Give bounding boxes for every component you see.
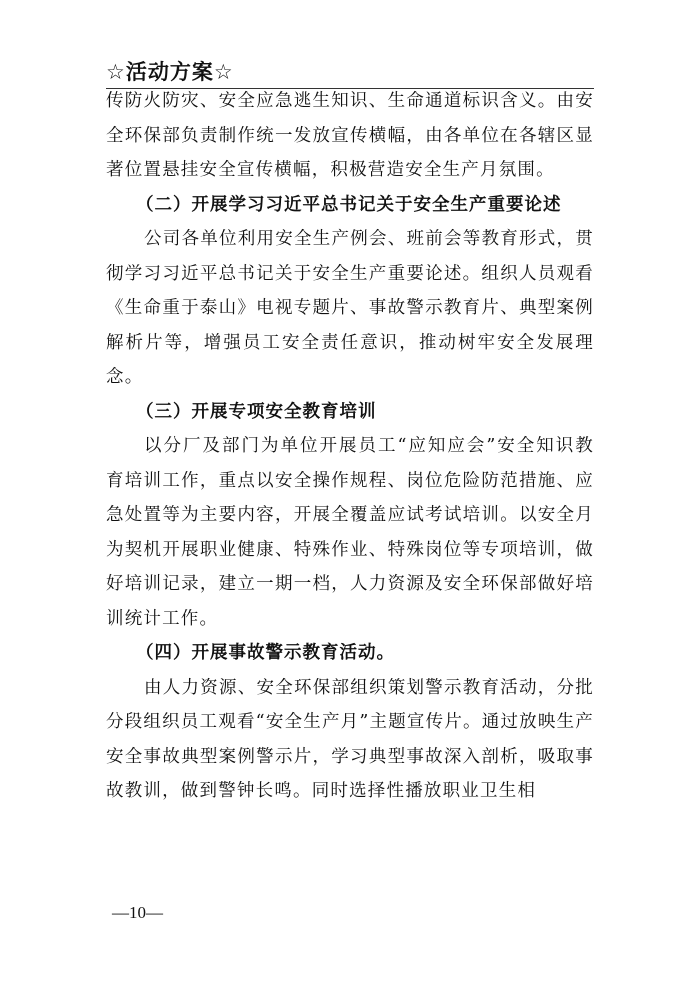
page-number: —10— bbox=[112, 903, 163, 922]
section-heading-2: （二）开展学习习近平总书记关于安全生产重要论述 bbox=[136, 194, 562, 215]
header-title: ☆活动方案☆ bbox=[106, 60, 234, 84]
document-body bbox=[106, 84, 594, 809]
paragraph-section-2: 公司各单位利用安全生产例会、班前会等教育形式，贯彻学习习近平总书记关于安全生产重要论述。组织人员观看《生命重于泰山》电视专题片、事故警示教育片、典型案例解析片等，增强员工安全责任意识，推动树牢安全发展理念。 bbox=[106, 229, 594, 387]
paragraph-continued: 传防火防灾、安全应急逃生知识、生命通道标识含义。由安全环保部负责制作统一发放宣传横幅，由各单位在各辖区显著位置悬挂安全宣传横幅，积极营造安全生产月氛围。 bbox=[106, 91, 594, 180]
paragraph-section-4: 由人力资源、安全环保部组织策划警示教育活动，分批分段组织员工观看“安全生产月”主题宣传片。通过放映生产安全事故典型案例警示片，学习典型事故深入剖析，吸取事故教训，做到警钟长鸣。同时选择性播放职业卫生相 bbox=[106, 677, 594, 801]
section-heading-3: （三）开展专项安全教育培训 bbox=[136, 401, 377, 422]
paragraph-section-3: 以分厂及部门为单位开展员工“应知应会”安全知识教育培训工作，重点以安全操作规程、岗位危险防范措施、应急处置等为主要内容，开展全覆盖应试考试培训。以安全月为契机开展职业健康、特殊作业、特殊岗位等专项培训，做好培训记录，建立一期一档，人力资源及安全环保部做好培训统计工作。 bbox=[106, 436, 594, 629]
section-heading-4: （四）开展事故警示教育活动。 bbox=[136, 643, 395, 663]
